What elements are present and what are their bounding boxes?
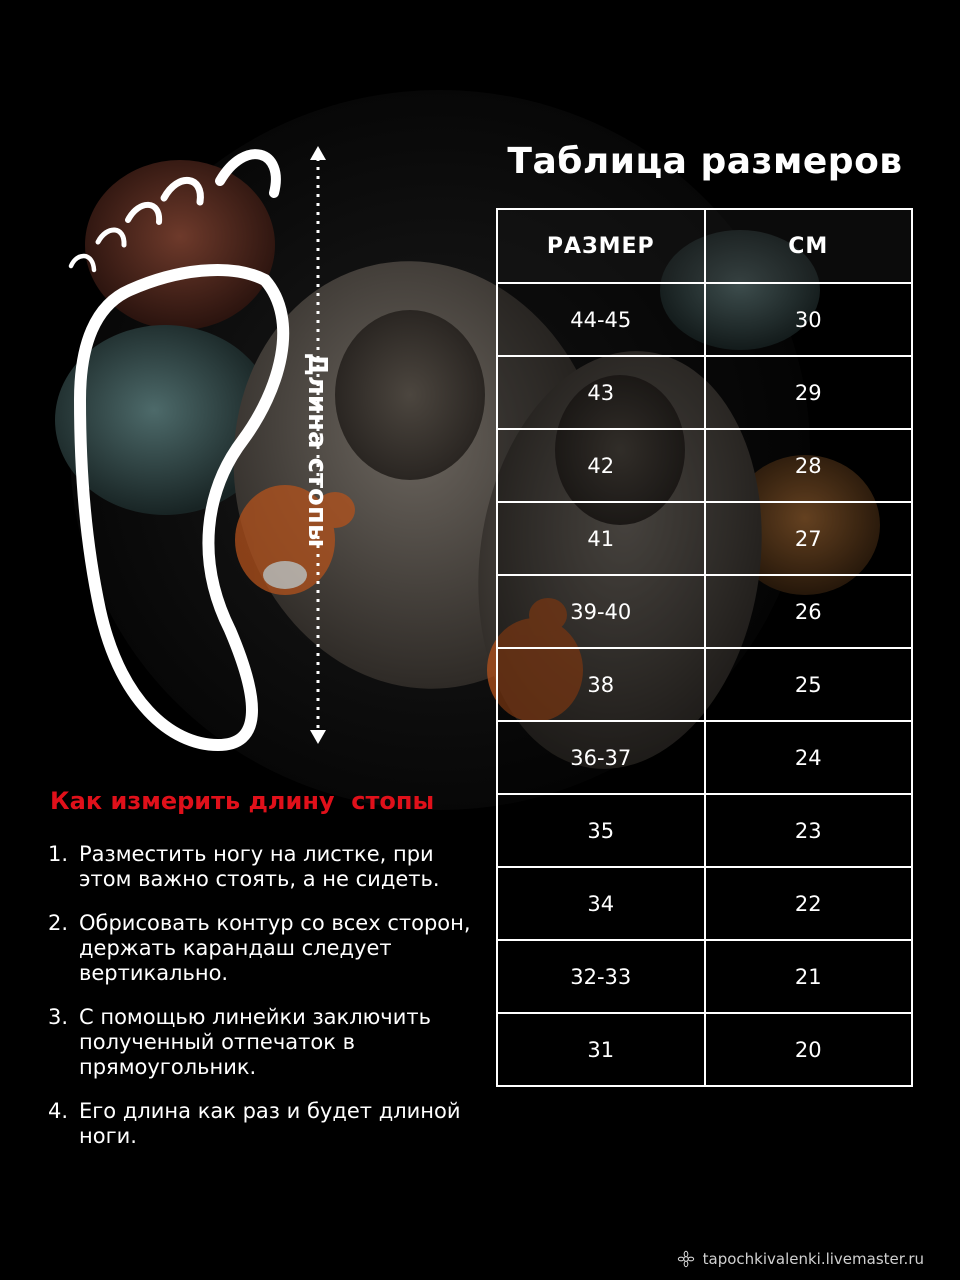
size-cell: 41 [497,502,705,575]
table-row [497,575,912,648]
size-cell: 44-45 [497,283,705,356]
table-row [497,429,912,502]
cm-cell: 25 [705,648,913,721]
step-number: 3. [48,1005,69,1029]
table-title: Таблица размеров [507,141,903,182]
table-row [497,356,912,429]
step-text: Его длина как раз и будет длиной ноги. [79,1099,461,1148]
cm-cell: 21 [705,940,913,1013]
table-row [497,867,912,940]
instruction-step [48,911,488,986]
cm-cell: 20 [705,1013,913,1086]
size-cell: 35 [497,794,705,867]
table-row [497,502,912,575]
size-cell: 38 [497,648,705,721]
cm-cell: 24 [705,721,913,794]
header-cm: СМ [705,209,913,283]
cm-cell: 26 [705,575,913,648]
header-size: РАЗМЕР [497,209,705,283]
size-cell: 31 [497,1013,705,1086]
step-text: С помощью линейки заключить полученный отпечаток в прямоугольник. [79,1005,431,1079]
table-row [497,794,912,867]
step-number: 2. [48,911,69,935]
instructions-title: Как измерить длину стопы [50,787,435,815]
size-cell: 36-37 [497,721,705,794]
cm-cell: 29 [705,356,913,429]
watermark [677,1250,924,1268]
table-header-row [497,209,912,283]
size-table [496,208,913,1087]
size-cell: 34 [497,867,705,940]
table-row [497,940,912,1013]
instruction-step [48,1099,488,1149]
watermark-text: tapochkivalenki.livemaster.ru [702,1250,924,1268]
table-row [497,721,912,794]
size-cell: 43 [497,356,705,429]
step-number: 4. [48,1099,69,1123]
foot-length-label: Длина стопы [302,352,332,548]
size-cell: 42 [497,429,705,502]
instruction-step [48,842,488,892]
step-text: Обрисовать контур со всех сторон, держать карандаш следует вертикально. [79,911,471,985]
table-row [497,1013,912,1086]
instructions-list [48,842,488,1168]
table-row [497,283,912,356]
instruction-step [48,1005,488,1080]
cm-cell: 27 [705,502,913,575]
cm-cell: 22 [705,867,913,940]
cm-cell: 23 [705,794,913,867]
measure-arrow-bottom-icon [310,730,326,744]
step-number: 1. [48,842,69,866]
measure-arrow-top-icon [310,146,326,160]
table-row [497,648,912,721]
cm-cell: 28 [705,429,913,502]
size-cell: 32-33 [497,940,705,1013]
cm-cell: 30 [705,283,913,356]
flower-icon [677,1250,695,1268]
step-text: Разместить ногу на листке, при этом важно стоять, а не сидеть. [79,842,440,891]
size-cell: 39-40 [497,575,705,648]
